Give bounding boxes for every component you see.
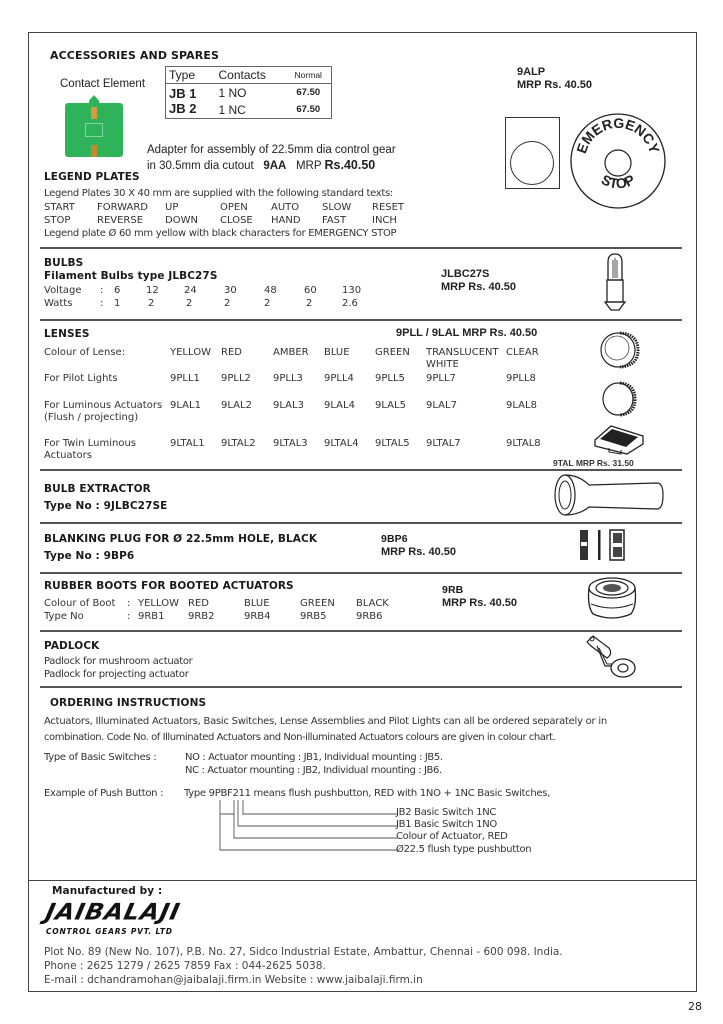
- breakdown-jb1: JB1 Basic Switch 1NO: [396, 819, 497, 830]
- section-title-padlock: PADLOCK: [44, 640, 100, 652]
- lenses-price: 9PLL / 9LAL MRP Rs. 40.50: [396, 327, 538, 339]
- breakdown-jb2: JB2 Basic Switch 1NC: [396, 807, 497, 818]
- contact-element-image: [65, 95, 123, 157]
- divider: [40, 247, 682, 249]
- emergency-stop-plate-icon: [568, 111, 668, 211]
- alp-code: 9ALP: [517, 66, 546, 78]
- section-title-rubber-boots: RUBBER BOOTS FOR BOOTED ACTUATORS: [44, 580, 294, 592]
- footer-divider: [28, 880, 697, 881]
- svg-text:STOP: STOP: [598, 171, 638, 192]
- table-row: JB 1 1 NO 67.50: [169, 85, 321, 101]
- bulbs-mrp: MRP Rs. 40.50: [441, 281, 517, 293]
- code-breakdown-diagram: [205, 798, 405, 858]
- lenses-row-luminous: For Luminous Actuators (Flush / projecting) 9LAL1 9LAL2 9LAL3 9LAL4 9LAL5 9LAL7 9LAL8: [44, 400, 537, 423]
- alp-mrp: MRP Rs. 40.50: [517, 79, 593, 91]
- table-row: JB 2 1 NC 67.50: [169, 101, 321, 117]
- svg-text:EMERGENCY: EMERGENCY: [573, 114, 663, 156]
- breakdown-size: Ø22.5 flush type pushbutton: [396, 844, 532, 855]
- padlock-line-1: Padlock for mushroom actuator: [44, 656, 193, 667]
- divider: [40, 686, 682, 688]
- section-title-ordering: ORDERING INSTRUCTIONS: [50, 697, 207, 709]
- bulbs-subtitle: Filament Bulbs type JLBC27S: [44, 270, 218, 282]
- section-title-bulbs: BULBS: [44, 257, 84, 269]
- company-logo-subtitle: CONTROL GEARS PVT. LTD: [46, 927, 173, 936]
- boots-type-row: Type No : 9RB1 9RB2 9RB4 9RB5 9RB6: [44, 611, 383, 622]
- contact-element-table: [165, 66, 332, 119]
- section-title-lenses: LENSES: [44, 328, 90, 340]
- switch-type-no: NO : Actuator mounting : JB1, Individual mounting : JB5.: [185, 752, 443, 763]
- adapter-code: 9AA: [263, 160, 287, 172]
- blanking-plug-code: 9BP6: [381, 533, 408, 545]
- legend-note: Legend plate Ø 60 mm yellow with black characters for EMERGENCY STOP: [44, 228, 397, 239]
- divider: [40, 522, 682, 524]
- twin-lens-icon: [591, 422, 647, 458]
- section-title-bulb-extractor: BULB EXTRACTOR: [44, 483, 151, 495]
- divider: [40, 572, 682, 574]
- example-label: Example of Push Button :: [44, 788, 164, 799]
- adapter-mrp: Rs.40.50: [324, 158, 376, 172]
- blanking-plug-icon: [578, 528, 638, 562]
- footer-phone: Phone : 2625 1279 / 2625 7859 Fax : 044-2625 5038.: [44, 960, 326, 972]
- table-header-row: [166, 67, 332, 84]
- bulb-extractor-icon: [553, 471, 663, 517]
- bulb-extractor-type: Type No : 9JLBC27SE: [44, 500, 168, 512]
- example-text: Type 9PBF211 means flush pushbutton, RED with 1NO + 1NC Basic Switches,: [184, 788, 551, 799]
- luminous-lens-icon: [601, 380, 639, 418]
- adapter-line-1: Adapter for assembly of 22.5mm dia control gear: [147, 144, 396, 156]
- section-title-legend-plates: LEGEND PLATES: [44, 171, 140, 183]
- divider: [40, 319, 682, 321]
- company-logo: JAIBALAJI: [43, 898, 183, 926]
- lenses-row-pilot: For Pilot Lights 9PLL1 9PLL2 9PLL3 9PLL4 9PLL5 9PLL7 9PLL8: [44, 373, 536, 384]
- col-normal: Normal: [294, 70, 322, 80]
- breakdown-colour: Colour of Actuator, RED: [396, 831, 508, 842]
- legend-plate-drawing: [505, 117, 560, 189]
- contact-element-label: Contact Element: [60, 78, 146, 90]
- boots-colour-row: Colour of Boot : YELLOW RED BLUE GREEN BLACK: [44, 598, 389, 609]
- boots-code: 9RB: [442, 584, 464, 596]
- section-title-blanking-plug: BLANKING PLUG FOR Ø 22.5mm HOLE, BLACK: [44, 533, 318, 545]
- legend-intro: Legend Plates 30 X 40 mm are supplied with the following standard texts:: [44, 188, 394, 199]
- rubber-boot-icon: [585, 576, 639, 622]
- bulbs-code: JLBC27S: [441, 268, 490, 280]
- blanking-plug-type: Type No : 9BP6: [44, 550, 135, 562]
- blanking-plug-mrp: MRP Rs. 40.50: [381, 546, 457, 558]
- section-title-accessories: ACCESSORIES AND SPARES: [50, 49, 219, 62]
- switch-types-label: Type of Basic Switches :: [44, 752, 157, 763]
- ordering-para-1: Actuators, Illuminated Actuators, Basic Switches, Lense Assemblies and Pilot Lights can all be ordered separately or in: [44, 716, 607, 727]
- boots-mrp: MRP Rs. 40.50: [442, 597, 518, 609]
- adapter-line-2: in 30.5mm dia cutout 9AA MRP Rs.40.50: [147, 158, 376, 172]
- footer-address: Plot No. 89 (New No. 107), P.B. No. 27, Sidco Industrial Estate, Ambattur, Chennai - 600 098. India.: [44, 946, 563, 958]
- footer-email-website: E-mail : dchandramohan@jaibalaji.firm.in Website : www.jaibalaji.firm.in: [44, 974, 423, 986]
- padlock-bracket-icon: [583, 632, 639, 682]
- col-contacts: Contacts: [218, 68, 266, 82]
- bulb-icon: [603, 252, 627, 314]
- tal-mrp: 9TAL MRP Rs. 31.50: [553, 458, 634, 468]
- lenses-row-twin: For Twin Luminous Actuators 9LTAL1 9LTAL2 9LTAL3 9LTAL4 9LTAL5 9LTAL7 9LTAL8: [44, 438, 541, 461]
- padlock-line-2: Padlock for projecting actuator: [44, 669, 189, 680]
- page-number: 28: [688, 1000, 702, 1013]
- lenses-colour-row: Colour of Lense: YELLOW RED AMBER BLUE GREEN TRANSLUCENT WHITE CLEAR: [44, 347, 539, 370]
- pilot-lens-icon: [598, 328, 642, 370]
- manufactured-by-label: Manufactured by :: [52, 885, 163, 897]
- ordering-para-2: combination. Code No. of Illuminated Actuators and Non-illuminated Actuators colours are given in colour chart.: [44, 732, 556, 743]
- switch-type-nc: NC : Actuator mounting : JB2, Individual mounting : JB6.: [185, 765, 442, 776]
- col-type: Type: [169, 68, 196, 82]
